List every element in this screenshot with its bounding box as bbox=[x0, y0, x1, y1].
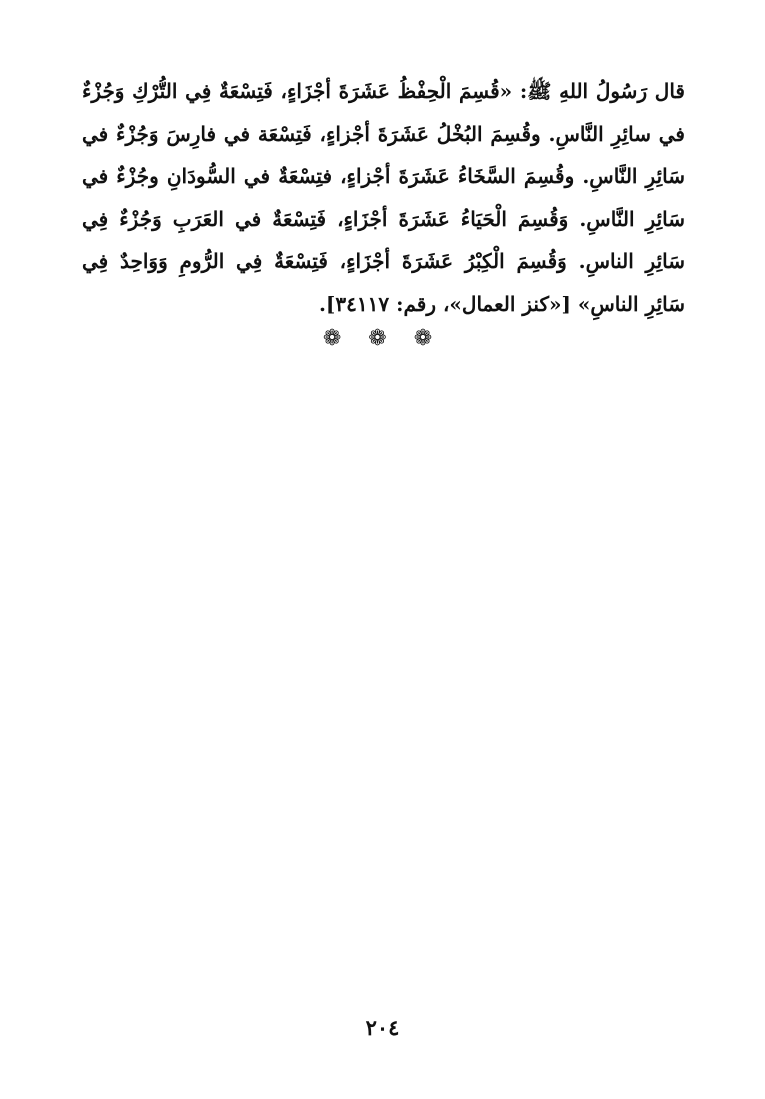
hadith-paragraph bbox=[82, 70, 685, 325]
paragraph-line: قال رَسُولُ اللهِ ﷺ: «قُسِمَ الْحِفْظُ عَشَرَةَ أجْزَاءٍ، فَتِسْعَةٌ فِي التُّرْكِ وَجُزْءٌ bbox=[82, 79, 685, 103]
paragraph-line: سَائِرِ النَّاسِ. وقُسِمَ السَّخَاءُ عَشَرَةَ أجْزاءٍ، فتِسْعَةٌ في السُّودَانِ وجُزْءٌ في bbox=[82, 164, 685, 188]
paragraph-line: سَائِرِ الناسِ» [«كنز العمال»، رقم: ٣٤١١٧]. bbox=[318, 291, 685, 316]
page-number: ٢٠٤ bbox=[365, 1015, 400, 1040]
paragraph-line: سَائِرِ الناسِ. وَقُسِمَ الْكِبْرُ عَشَرَةَ أجْزَاءٍ، فَتِسْعَةٌ فِي الرُّومِ وَوَاحِدٌ فِي bbox=[82, 249, 685, 273]
paragraph-line: سَائِرِ النَّاسِ. وَقُسِمَ الْحَيَاءُ عَشَرَةَ أجْزَاءٍ، فَتِسْعَةٌ في العَرَبِ وَجُزْءٌ فِي bbox=[82, 206, 685, 231]
paragraph-line: في سائِرِ النَّاسِ. وقُسِمَ البُخْلُ عَشَرَةَ أجْزاءٍ، فَتِسْعَة في فارِسَ وَجُزْءٌ في bbox=[82, 121, 685, 146]
section-divider-ornament: ❁ ❁ ❁ bbox=[322, 326, 443, 351]
